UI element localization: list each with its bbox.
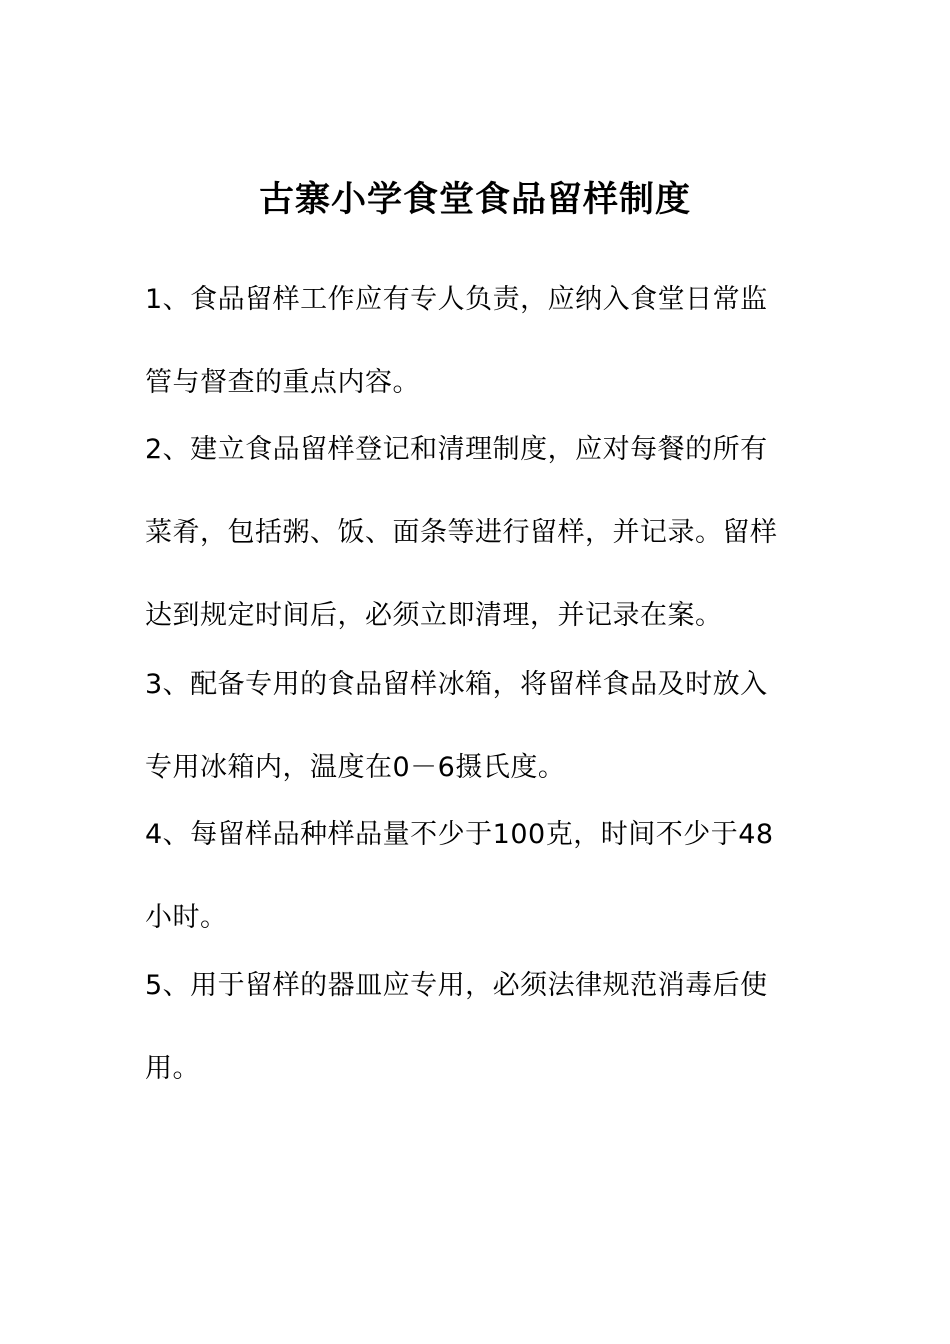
rule-3-line-2: 专用冰箱内，温度在0－6摄氏度。 xyxy=(145,752,566,783)
rule-5-line-1: 5、用于留样的器皿应专用，必须法律规范消毒后使 xyxy=(145,970,768,1001)
rule-2-line-3: 达到规定时间后，必须立即清理，并记录在案。 xyxy=(145,600,723,631)
rule-4-line-1: 4、每留样品种样品量不少于100克，时间不少于48 xyxy=(145,819,774,850)
rule-3-line-1: 3、配备专用的食品留样冰箱，将留样食品及时放入 xyxy=(145,669,768,700)
rule-4-line-2: 小时。 xyxy=(145,902,228,933)
document-title: 古寨小学食堂食品留样制度 xyxy=(258,180,691,220)
rule-2-line-2: 菜肴，包括粥、饭、面条等进行留样，并记录。留样 xyxy=(145,517,778,548)
rule-5-line-2: 用。 xyxy=(145,1053,200,1084)
rule-1-line-1: 1、食品留样工作应有专人负责，应纳入食堂日常监 xyxy=(145,284,768,315)
rule-1-line-2: 管与督查的重点内容。 xyxy=(145,367,420,398)
rule-2-line-1: 2、建立食品留样登记和清理制度，应对每餐的所有 xyxy=(145,434,768,465)
